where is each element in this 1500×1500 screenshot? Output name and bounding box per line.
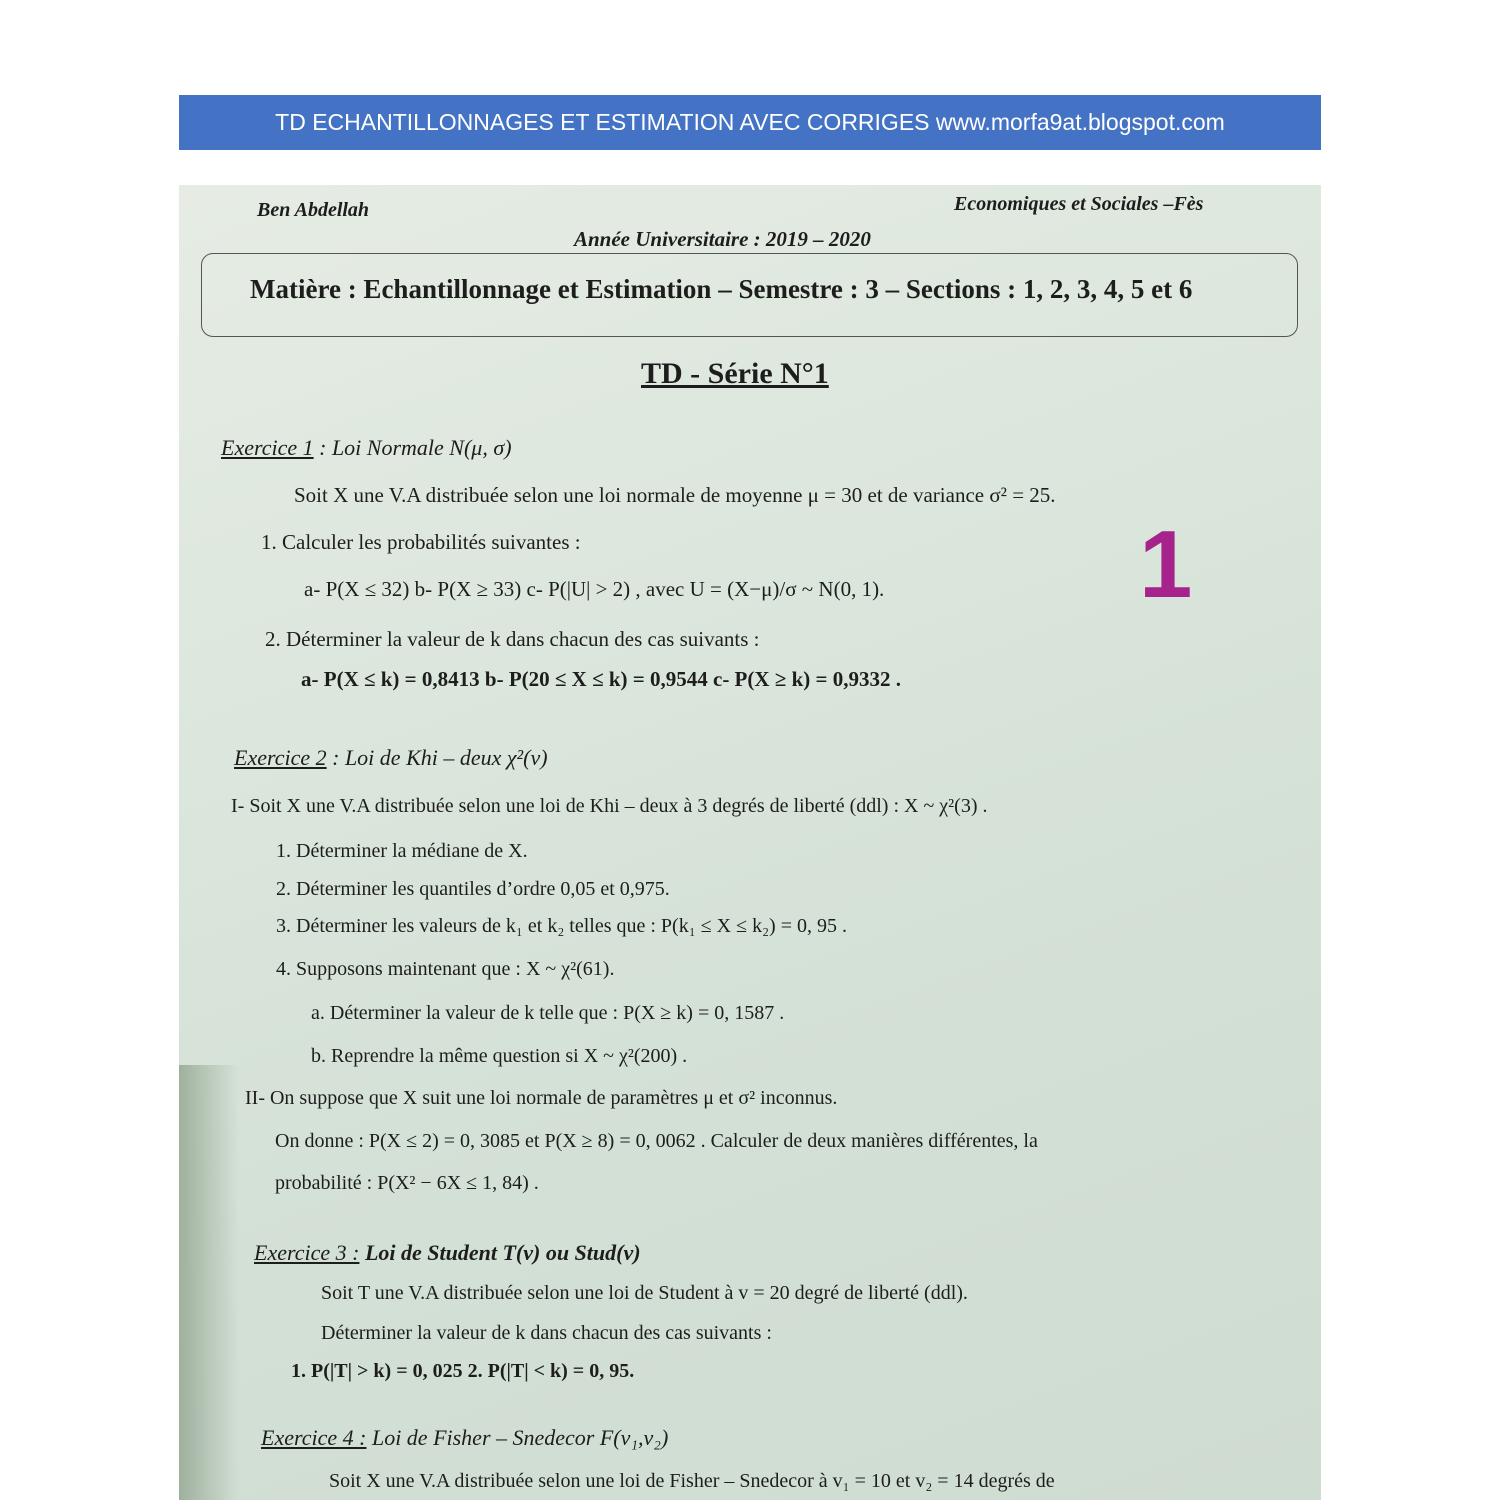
exercise-2-question-2: 2. Déterminer les quantiles d’ordre 0,05 et 0,975. (276, 878, 670, 900)
exercise-2-question-1: 1. Déterminer la médiane de X. (276, 840, 528, 862)
header-right: Economiques et Sociales –Fès (954, 193, 1204, 215)
document-banner (179, 95, 1321, 150)
exercise-4-intro: Soit X une V.A distribuée selon une loi de Fisher – Snedecor à v₁ = 10 et v₂ = 14 degrés de (329, 1470, 1055, 1492)
scanned-page-photo (179, 185, 1321, 1500)
exercise-2-part-2-probability: probabilité : P(X² − 6X ≤ 1, 84) . (275, 1172, 539, 1194)
banner-title: TD ECHANTILLONNAGES ET ESTIMATION AVEC CORRIGES www.morfa9at.blogspot.com (275, 109, 1225, 135)
exercise-2-part-2-given: On donne : P(X ≤ 2) = 0, 3085 et P(X ≥ 8) = 0, 0062 . Calculer de deux manières différentes, la (275, 1130, 1038, 1152)
exercise-1-question-1-items: a- P(X ≤ 32) b- P(X ≥ 33) c- P(|U| > 2) , avec U = (X−μ)/σ ~ N(0, 1). (304, 577, 885, 601)
photo-edge-shadow (179, 1065, 239, 1500)
exercise-4-heading: Exercice 4 : Loi de Fisher – Snedecor F(v₁,v₂) (261, 1425, 669, 1450)
exercise-1-intro: Soit X une V.A distribuée selon une loi normale de moyenne μ = 30 et de variance σ² = 25. (294, 483, 1056, 507)
exercise-2-heading: Exercice 2 : Loi de Khi – deux χ²(v) (234, 745, 548, 770)
exercise-2-part-1: I- Soit X une V.A distribuée selon une loi de Khi – deux à 3 degrés de liberté (ddl) : X ~ χ²(3) . (231, 795, 988, 817)
exercise-3-heading: Exercice 3 : Loi de Student T(v) ou Stud(v) (254, 1240, 641, 1265)
exercise-1-question-1: 1. Calculer les probabilités suivantes : (261, 530, 581, 554)
academic-year: Année Universitaire : 2019 – 2020 (574, 227, 871, 251)
exercise-3-items: 1. P(|T| > k) = 0, 025 2. P(|T| < k) = 0, 95. (291, 1360, 635, 1382)
header-left: Ben Abdellah (257, 199, 370, 221)
subject-box (201, 253, 1298, 337)
exercise-2-part-2: II- On suppose que X suit une loi normale de paramètres μ et σ² inconnus. (245, 1087, 838, 1109)
series-title: TD - Série N°1 (641, 357, 829, 390)
exercise-2-question-4a: a. Déterminer la valeur de k telle que : P(X ≥ k) = 0, 1587 . (311, 1002, 785, 1024)
exercise-1-question-2-items: a- P(X ≤ k) = 0,8413 b- P(20 ≤ X ≤ k) = 0,9544 c- P(X ≥ k) = 0,9332 . (301, 667, 901, 691)
page-number-mark: 1 (1139, 511, 1193, 618)
exercise-1-question-2: 2. Déterminer la valeur de k dans chacun des cas suivants : (265, 627, 760, 651)
subject-title: Matière : Echantillonnage et Estimation – Semestre : 3 – Sections : 1, 2, 3, 4, 5 et 6 (250, 274, 1193, 304)
exercise-3-intro: Soit T une V.A distribuée selon une loi de Student à v = 20 degré de liberté (ddl). (321, 1282, 968, 1304)
exercise-2-question-3: 3. Déterminer les valeurs de k₁ et k₂ telles que : P(k₁ ≤ X ≤ k₂) = 0, 95 . (276, 915, 847, 937)
exercise-2-question-4: 4. Supposons maintenant que : X ~ χ²(61). (276, 958, 615, 980)
exercise-2-question-4b: b. Reprendre la même question si X ~ χ²(200) . (311, 1045, 688, 1067)
exercise-3-task: Déterminer la valeur de k dans chacun des cas suivants : (321, 1322, 772, 1344)
exercise-1-heading: Exercice 1 : Loi Normale N(μ, σ) (221, 435, 512, 460)
